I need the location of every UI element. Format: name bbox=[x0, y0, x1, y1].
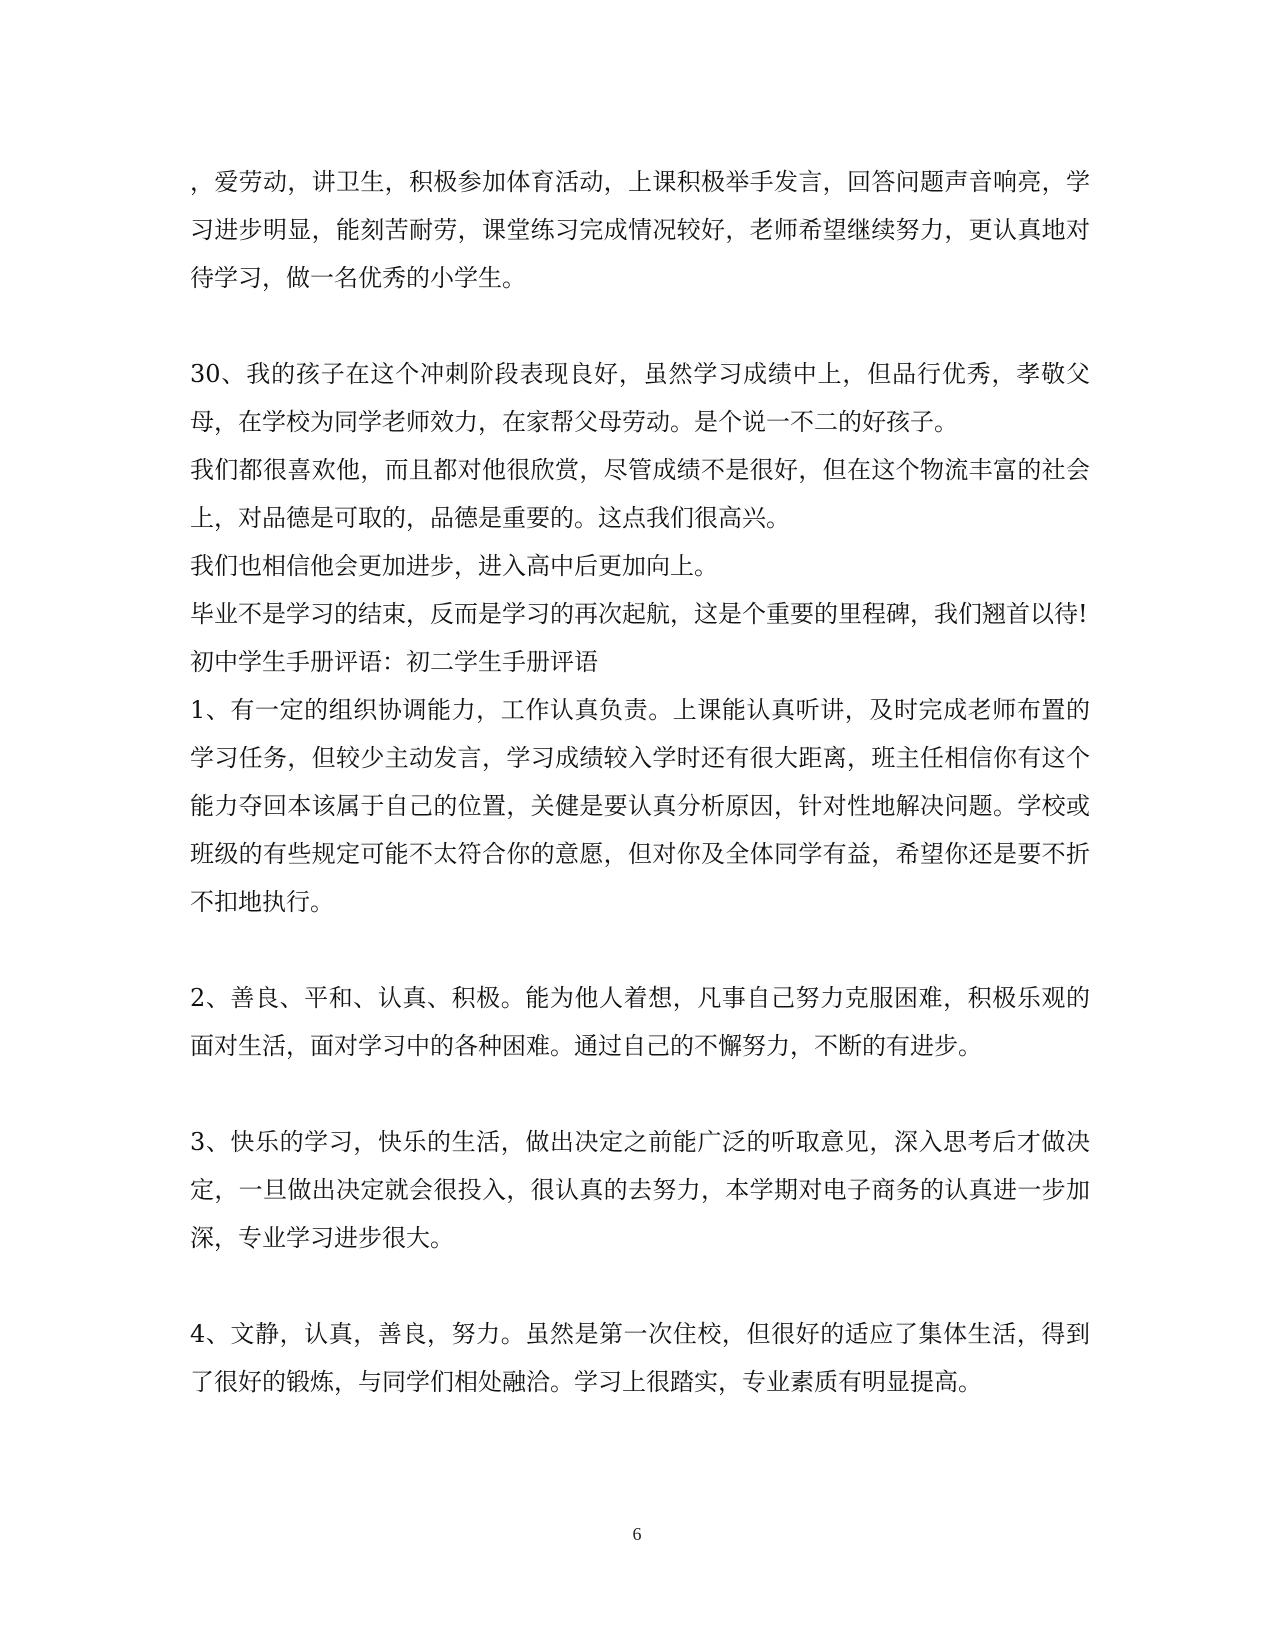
paragraph: 我们都很喜欢他，而且都对他很欣赏，尽管成绩不是很好，但在这个物流丰富的社会上，对品德是可取的，品德是重要的。这点我们很高兴。 bbox=[190, 456, 1090, 532]
paragraph: 4、文静，认真，善良，努力。虽然是第一次住校，但很好的适应了集体生活，得到了很好的锻炼，与同学们相处融洽。学习上很踏实，专业素质有明显提高。 bbox=[190, 1320, 1090, 1396]
paragraph: 30、我的孩子在这个冲刺阶段表现良好，虽然学习成绩中上，但品行优秀，孝敬父母，在学校为同学老师效力，在家帮父母劳动。是个说一不二的好孩子。 bbox=[190, 360, 1090, 436]
paragraph-gap bbox=[190, 926, 1090, 974]
paragraph: 毕业不是学习的结束，反而是学习的再次起航，这是个重要的里程碑，我们翘首以待! bbox=[190, 600, 1088, 628]
paragraph: 1、有一定的组织协调能力，工作认真负责。上课能认真听讲，及时完成老师布置的学习任务，但较少主动发言，学习成绩较入学时还有很大距离，班主任相信你有这个能力夺回本该属于自己的位置，关健是要认真分析原因，针对性地解决问题。学校或班级的有些规定可能不太符合你的意愿，但对你及全体同学有益，希望你还是要不折不扣地执行。 bbox=[190, 696, 1090, 916]
section-heading: 初中学生手册评语：初二学生手册评语 bbox=[190, 648, 598, 676]
paragraph-gap bbox=[190, 1070, 1090, 1118]
page-number: 6 bbox=[632, 1524, 642, 1544]
paragraph: 2、善良、平和、认真、积极。能为他人着想，凡事自己努力克服困难，积极乐观的面对生活，面对学习中的各种困难。通过自己的不懈努力，不断的有进步。 bbox=[190, 984, 1090, 1060]
paragraph-gap bbox=[190, 1262, 1090, 1310]
paragraph: 3、快乐的学习，快乐的生活，做出决定之前能广泛的听取意见，深入思考后才做决定，一旦做出决定就会很投入，很认真的去努力，本学期对电子商务的认真进一步加深，专业学习进步很大。 bbox=[190, 1128, 1090, 1252]
paragraph: ，爱劳动，讲卫生，积极参加体育活动，上课积极举手发言，回答问题声音响亮，学习进步明显，能刻苦耐劳，课堂练习完成情况较好，老师希望继续努力，更认真地对待学习，做一名优秀的小学生。 bbox=[190, 168, 1090, 292]
document-body bbox=[190, 158, 1090, 1406]
paragraph-gap bbox=[190, 302, 1090, 350]
paragraph: 我们也相信他会更加进步，进入高中后更加向上。 bbox=[190, 552, 718, 580]
